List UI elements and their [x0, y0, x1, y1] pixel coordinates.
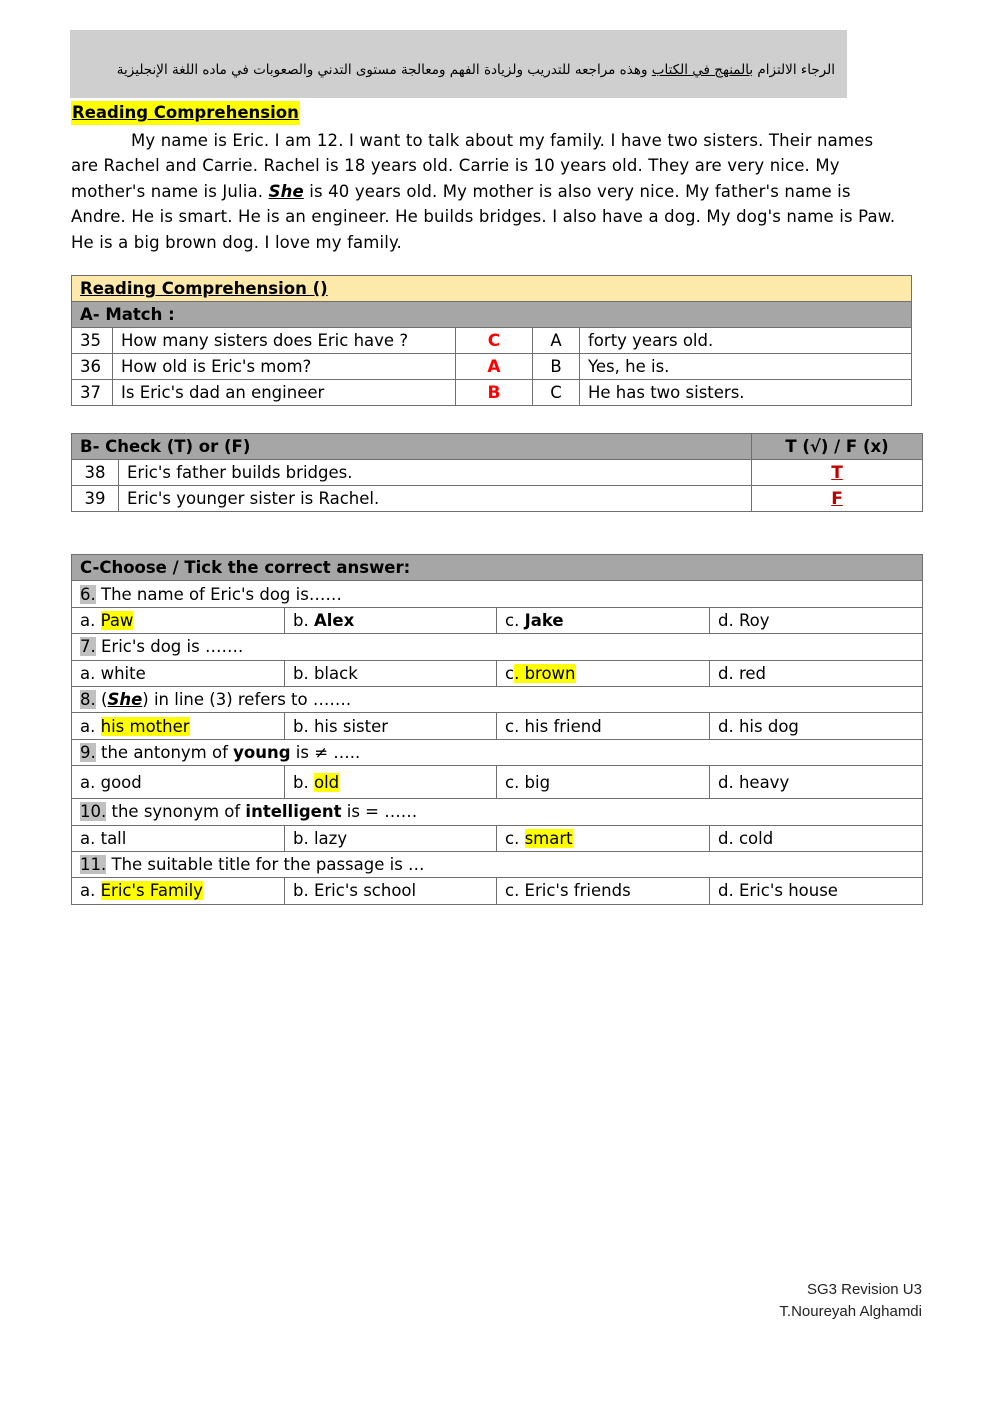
option-d: d. heavy: [710, 766, 923, 799]
option-b: b. Eric's school: [285, 878, 497, 904]
true-false-table: [71, 433, 923, 512]
option-d: d. his dog: [710, 713, 923, 739]
option-prefix: b.: [293, 772, 314, 792]
question-text: (: [95, 690, 108, 710]
reading-title: Reading Comprehension: [71, 101, 300, 125]
answer-letter: C: [456, 328, 533, 354]
tf-answer: F: [752, 486, 923, 512]
options-row: [72, 878, 923, 904]
option-b: b. his sister: [285, 713, 497, 739]
table-row: [72, 460, 923, 486]
options-row: [72, 825, 923, 851]
correct-answer-highlight: Eric's Family: [100, 881, 203, 901]
question-number: 7.: [80, 637, 96, 657]
question-number: 37: [72, 380, 113, 406]
question-keyword: young: [233, 742, 291, 762]
option-prefix: b.: [293, 610, 314, 630]
option-d: d. Roy: [710, 607, 923, 633]
section-a-header-text: Reading Comprehension (): [80, 279, 328, 298]
banner-text-2: وهذه مراجعه للتدريب ولزيادة الفهم ومعالجة مستوى التدني والصعوبات في ماده اللغة الإنجليزية: [116, 62, 652, 78]
option-c: [497, 607, 710, 633]
question-text: The suitable title for the passage is …: [106, 855, 425, 875]
question-keyword: intelligent: [245, 802, 342, 822]
options-row: [72, 713, 923, 739]
question-number: 6.: [80, 584, 96, 604]
question-text: Is Eric's dad an engineer: [113, 380, 456, 406]
footer-author: T.Noureyah Alghamdi: [779, 1303, 922, 1320]
match-table: [71, 275, 912, 406]
option-letter: C: [533, 380, 580, 406]
option-prefix: c: [505, 663, 515, 683]
question-8: [72, 686, 923, 712]
option-d: d. Eric's house: [710, 878, 923, 904]
question-number: 9.: [80, 742, 96, 762]
banner-text-1: الرجاء الالتزام: [757, 62, 835, 78]
option-c: [497, 825, 710, 851]
question-number: 38: [72, 460, 119, 486]
option-letter: A: [533, 328, 580, 354]
question-text: the synonym of: [106, 802, 246, 822]
options-row: [72, 766, 923, 799]
passage-line-3b: is 40 years old. My mother is also very nice. My father's name is: [303, 181, 851, 201]
banner-text-underlined: بالمنهج في الكتاب: [651, 62, 754, 78]
option-prefix: a.: [80, 610, 101, 630]
options-row: [72, 607, 923, 633]
option-d: d. red: [710, 660, 923, 686]
statement-text: Eric's father builds bridges.: [119, 460, 752, 486]
question-text: ) in line (3) refers to …….: [142, 690, 352, 710]
question-text: The name of Eric's dog is……: [95, 584, 342, 604]
question-keyword: She: [107, 690, 143, 710]
question-10: [72, 799, 923, 825]
statement-text: Eric's younger sister is Rachel.: [119, 486, 752, 512]
option-a: [72, 713, 285, 739]
option-text: Jake: [524, 610, 564, 630]
section-a-header: [72, 276, 912, 302]
option-a: [72, 878, 285, 904]
section-a-subheader: A- Match :: [72, 302, 912, 328]
instruction-banner: [70, 30, 847, 98]
option-b: [285, 607, 497, 633]
correct-answer-highlight: Paw: [100, 610, 134, 630]
answer-letter: B: [456, 380, 533, 406]
table-row: [72, 354, 912, 380]
section-c-header: C-Choose / Tick the correct answer:: [72, 555, 923, 581]
tf-answer: T: [752, 460, 923, 486]
option-a: a. white: [72, 660, 285, 686]
passage-line-4: Andre. He is smart. He is an engineer. He builds bridges. I also have a dog. My dog's name is Paw.: [71, 207, 896, 227]
option-text: He has two sisters.: [580, 380, 912, 406]
option-c: c. his friend: [497, 713, 710, 739]
question-text: is ≠ …..: [290, 742, 361, 762]
question-9: [72, 739, 923, 765]
question-text: How old is Eric's mom?: [113, 354, 456, 380]
question-number: 11.: [80, 855, 107, 875]
reading-passage: [71, 128, 931, 255]
option-text: Alex: [313, 610, 355, 630]
question-11: [72, 851, 923, 877]
table-row: [72, 328, 912, 354]
option-d: d. cold: [710, 825, 923, 851]
question-number: 8.: [80, 690, 96, 710]
option-a: [72, 607, 285, 633]
passage-line-3: [71, 179, 931, 204]
correct-answer-highlight: old: [313, 772, 340, 792]
tf-column-header: T (√) / F (x): [752, 434, 923, 460]
option-c: c. Eric's friends: [497, 878, 710, 904]
option-b: [285, 766, 497, 799]
question-number: 39: [72, 486, 119, 512]
option-prefix: a.: [80, 716, 101, 736]
option-letter: B: [533, 354, 580, 380]
section-b-header: B- Check (T) or (F): [72, 434, 752, 460]
question-text: How many sisters does Eric have ?: [113, 328, 456, 354]
footer: [779, 1279, 922, 1323]
option-b: b. lazy: [285, 825, 497, 851]
correct-answer-highlight: smart: [524, 828, 573, 848]
correct-answer-highlight: . brown: [514, 663, 576, 683]
passage-she-word: She: [268, 181, 304, 201]
passage-line-5: He is a big brown dog. I love my family.: [71, 232, 402, 252]
option-c: [497, 660, 710, 686]
option-text: forty years old.: [580, 328, 912, 354]
question-text: is = ……: [341, 802, 418, 822]
option-prefix: a.: [80, 881, 101, 901]
option-prefix: c.: [505, 610, 525, 630]
footer-title: SG3 Revision U3: [806, 1281, 922, 1298]
option-b: b. black: [285, 660, 497, 686]
option-text: Yes, he is.: [580, 354, 912, 380]
question-text: the antonym of: [95, 742, 234, 762]
option-a: a. good: [72, 766, 285, 799]
options-row: [72, 660, 923, 686]
question-number: 10.: [80, 802, 107, 822]
option-prefix: c.: [505, 828, 525, 848]
option-a: a. tall: [72, 825, 285, 851]
question-7: [72, 634, 923, 660]
table-row: [72, 380, 912, 406]
question-number: 36: [72, 354, 113, 380]
correct-answer-highlight: his mother: [100, 716, 190, 736]
multiple-choice-table: [71, 554, 923, 905]
option-c: c. big: [497, 766, 710, 799]
table-row: [72, 486, 923, 512]
passage-line-2: are Rachel and Carrie. Rachel is 18 years old. Carrie is 10 years old. They are very nice. My: [71, 156, 840, 176]
passage-line-3a: mother's name is Julia.: [71, 181, 269, 201]
passage-line-1: My name is Eric. I am 12. I want to talk about my family. I have two sisters. Their names: [131, 131, 874, 150]
question-number: 35: [72, 328, 113, 354]
answer-letter: A: [456, 354, 533, 380]
question-text: Eric's dog is …….: [95, 637, 244, 657]
question-6: [72, 581, 923, 607]
